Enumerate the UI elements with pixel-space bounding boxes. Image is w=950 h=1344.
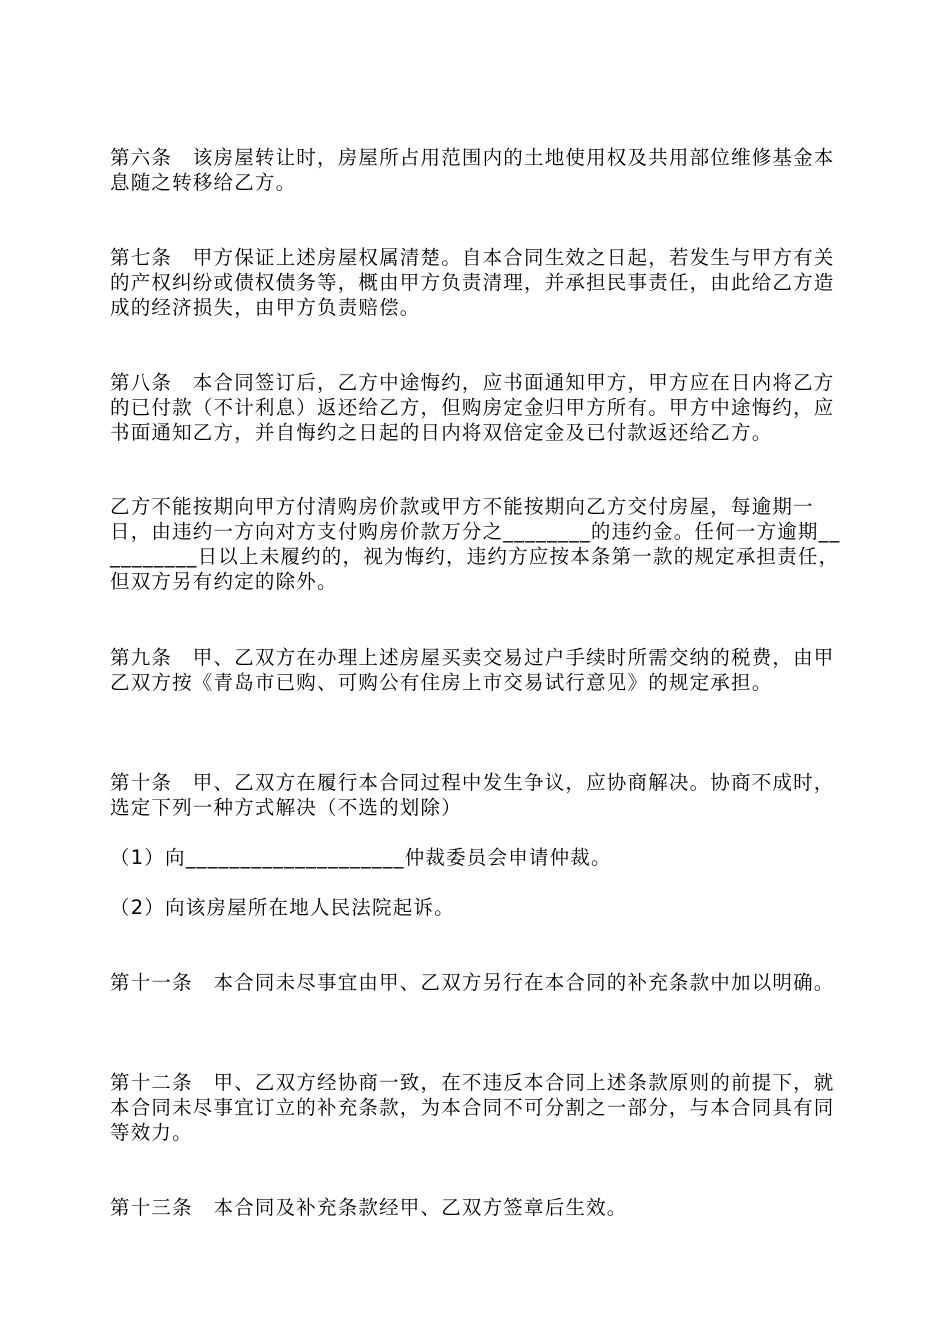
article-10-option-1: （1）向____________________仲裁委员会申请仲裁。 [110, 846, 612, 869]
article-8-penalty: 乙方不能按期向甲方付清购房价款或甲方不能按期向乙方交付房屋，每逾期一日，由违约一方向对方支付购房价款万分之________的违约金。任何一方逾期__________日以上未履约的，视为悔约，违约方应按本条第一款的规定承担责任，但双方另有约定的除外。 [110, 495, 841, 593]
article-10-option-2: （2）向该房屋所在地人民法院起诉。 [110, 896, 455, 919]
article-13: 第十三条 本合同及补充条款经甲、乙双方签章后生效。 [110, 1196, 628, 1219]
article-8: 第八条 本合同签订后，乙方中途悔约，应书面通知甲方，甲方应在日内将乙方的已付款（不计利息）返还给乙方，但购房定金归甲方所有。甲方中途悔约，应书面通知乙方，并自悔约之日起的日内将双倍定金及已付款返还给乙方。 [110, 371, 835, 444]
article-7: 第七条 甲方保证上述房屋权属清楚。自本合同生效之日起，若发生与甲方有关的产权纠纷或债权债务等，概由甲方负责清理，并承担民事责任，由此给乙方造成的经济损失，由甲方负责赔偿。 [110, 246, 835, 319]
article-12: 第十二条 甲、乙双方经协商一致，在不违反本合同上述条款原则的前提下，就本合同未尽事宜订立的补充条款，为本合同不可分割之一部分，与本合同具有同等效力。 [110, 1071, 835, 1144]
article-11: 第十一条 本合同未尽事宜由甲、乙双方另行在本合同的补充条款中加以明确。 [110, 971, 835, 994]
article-10: 第十条 甲、乙双方在履行本合同过程中发生争议，应协商解决。协商不成时，选定下列一种方式解决（不选的划除） [110, 771, 835, 819]
article-6: 第六条 该房屋转让时，房屋所占用范围内的土地使用权及共用部位维修基金本息随之转移给乙方。 [110, 146, 835, 194]
article-9: 第九条 甲、乙双方在办理上述房屋买卖交易过户手续时所需交纳的税费，由甲乙双方按《青岛市已购、可购公有住房上市交易试行意见》的规定承担。 [110, 646, 835, 694]
